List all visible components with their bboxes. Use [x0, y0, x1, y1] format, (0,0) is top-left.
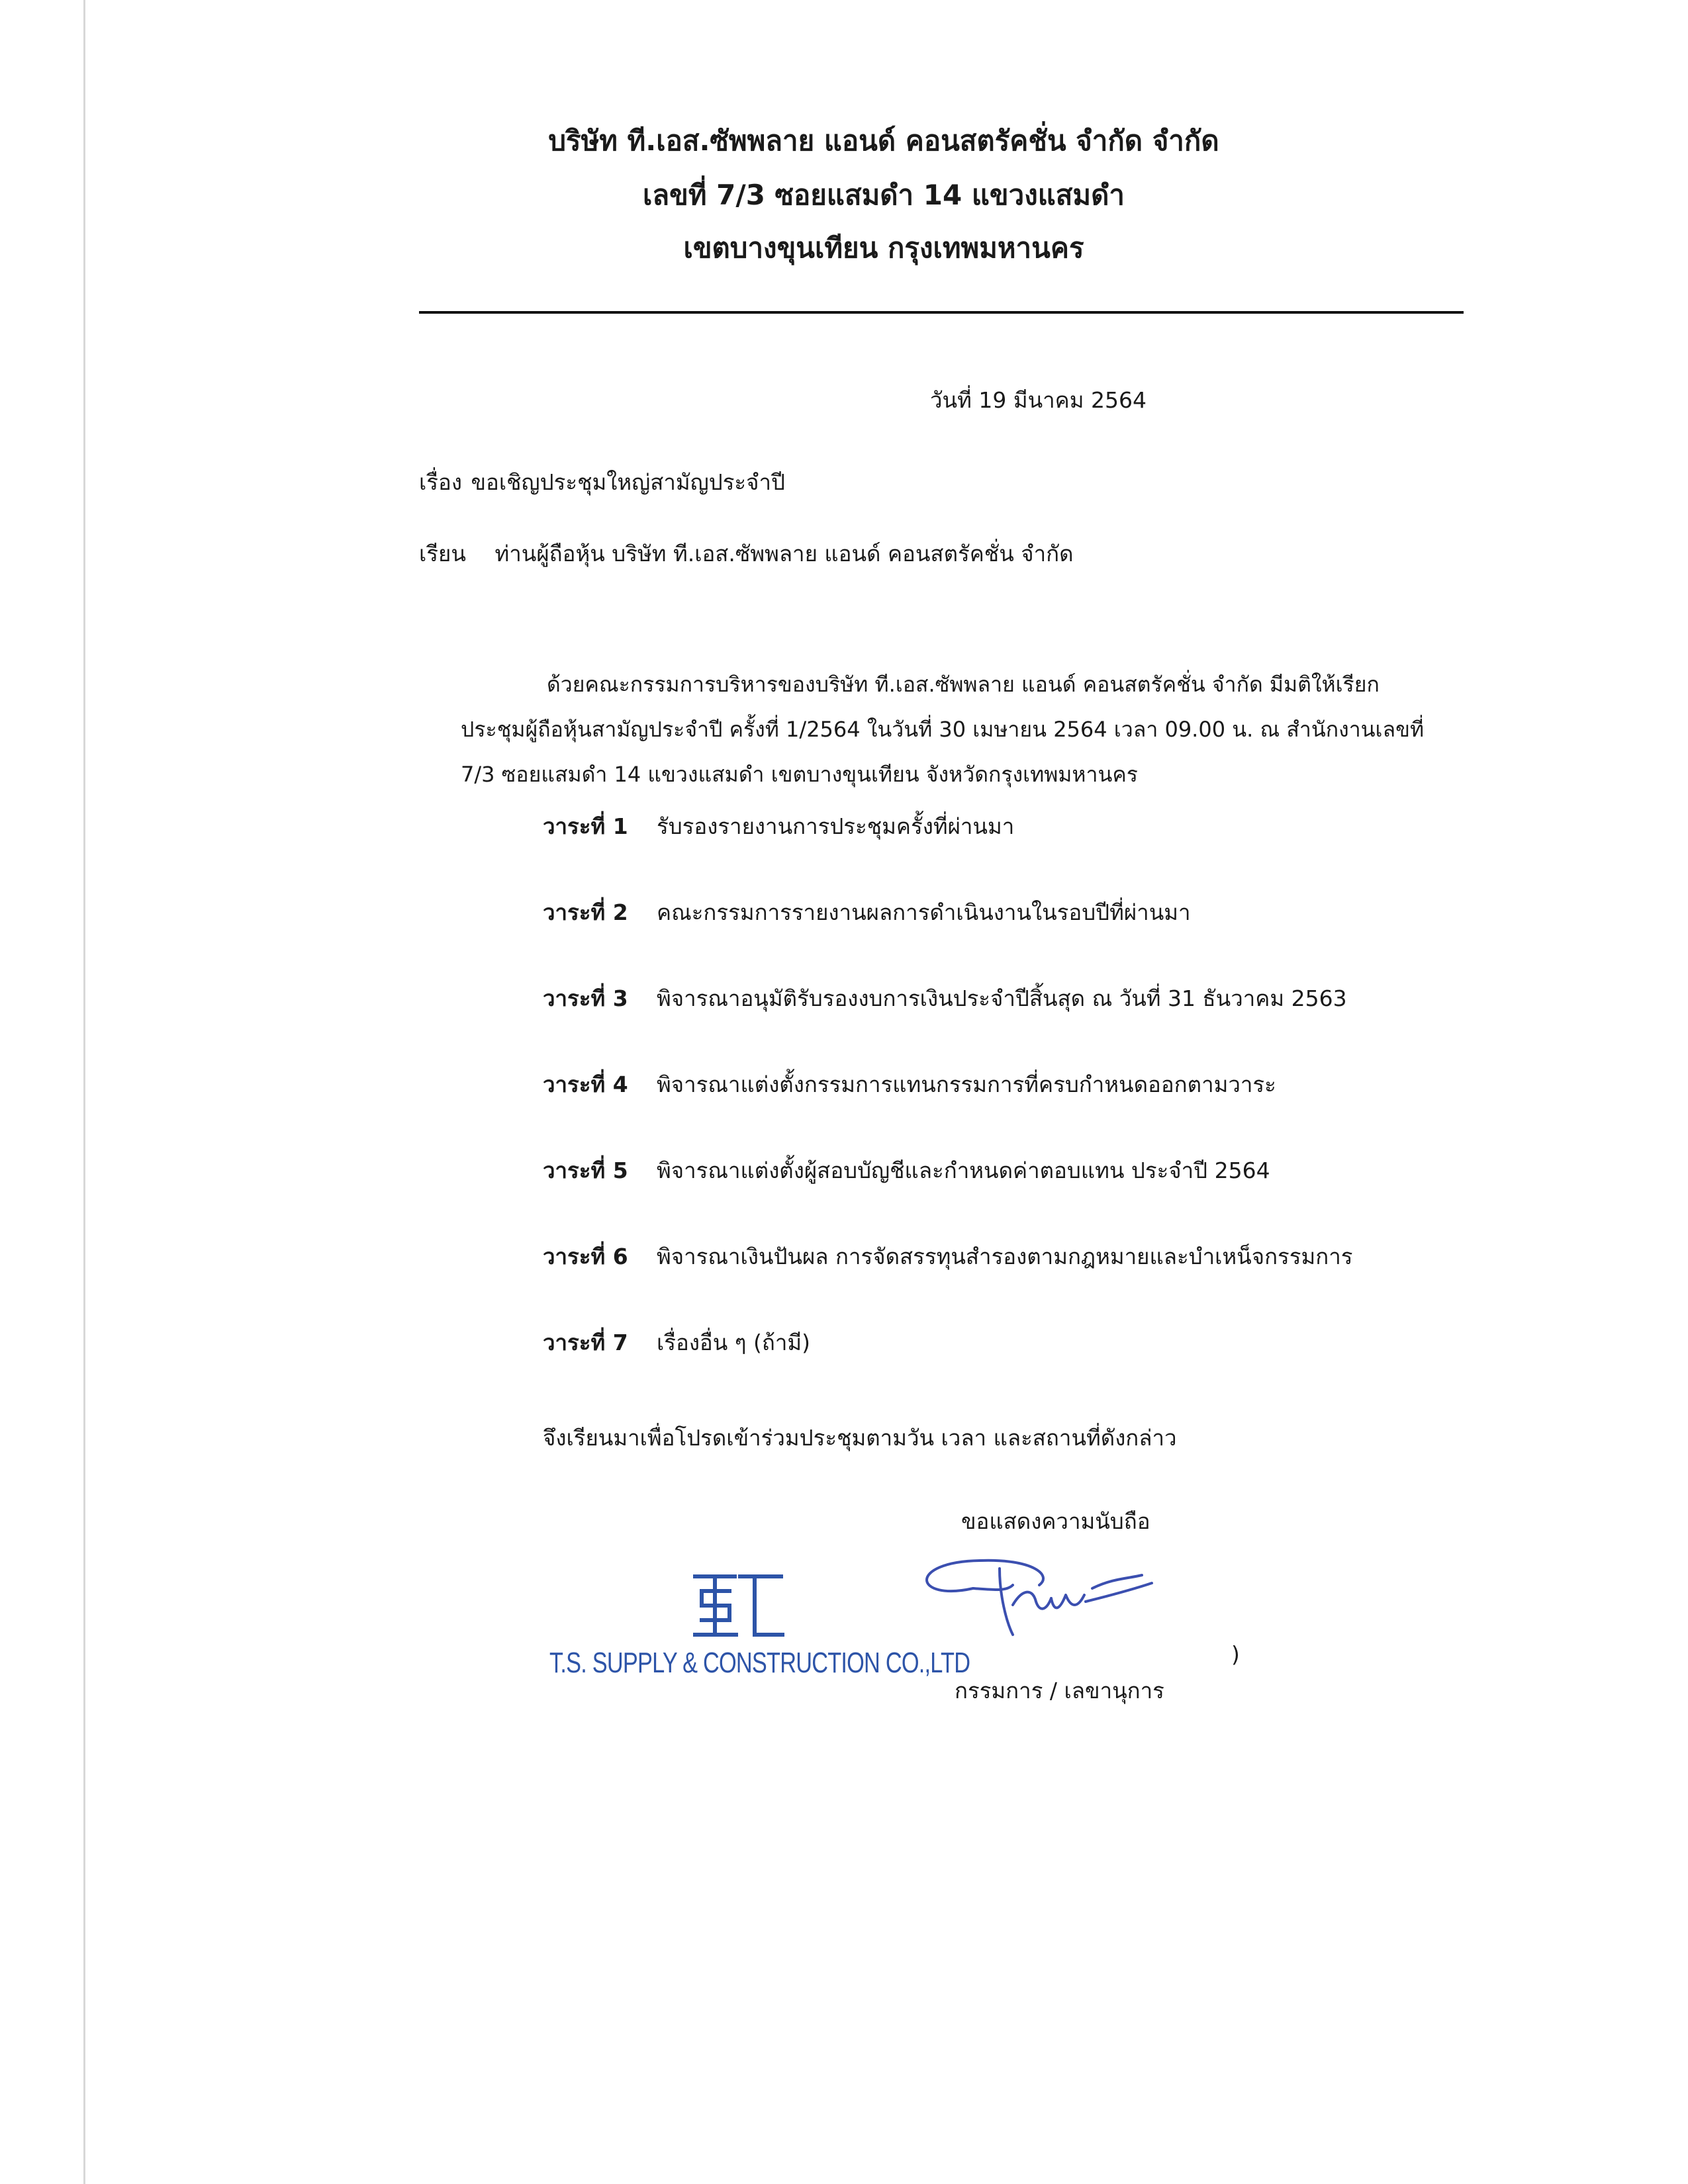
company-logo-icon [688, 1569, 788, 1641]
agenda-list [543, 809, 1353, 1411]
subject-text: ขอเชิญประชุมใหญ่สามัญประจำปี [471, 469, 785, 495]
subject-label: เรื่อง [419, 469, 462, 495]
body-line: ด้วยคณะกรรมการบริหารของบริษัท ที.เอส.ซัพพลาย แอนด์ คอนสตรัคชั่น จำกัด มีมติให้เรียก [547, 672, 1380, 697]
body-line: ประชุมผู้ถือหุ้นสามัญประจำปี ครั้งที่ 1/2564 ในวันที่ 30 เมษายน 2564 เวลา 09.00 น. ณ สำนักงานเลขที่ [461, 717, 1425, 742]
agenda-item [543, 1067, 1353, 1153]
scan-edge [83, 0, 85, 2184]
company-stamp-text: T.S. SUPPLY & CONSTRUCTION CO.,LTD [549, 1647, 970, 1679]
signature-icon [900, 1549, 1165, 1661]
agenda-label: วาระที่ 2 [543, 899, 628, 925]
agenda-label: วาระที่ 7 [543, 1330, 628, 1355]
closing-line: จึงเรียนมาเพื่อโปรดเข้าร่วมประชุมตามวัน เวลา และสถานที่ดังกล่าว [543, 1425, 1177, 1451]
letterhead-address-line: เลขที่ 7/3 ซอยแสมดำ 14 แขวงแสมดำ [643, 179, 1125, 211]
letterhead-divider [419, 311, 1464, 314]
agenda-text: พิจารณาอนุมัติรับรองงบการเงินประจำปีสิ้นสุด ณ วันที่ 31 ธันวาคม 2563 [657, 985, 1347, 1011]
agenda-item [543, 1239, 1353, 1325]
regards-line: ขอแสดงความนับถือ [961, 1508, 1150, 1534]
recipient-line [419, 536, 1074, 571]
agenda-item [543, 809, 1353, 895]
agenda-item [543, 895, 1353, 981]
agenda-text: คณะกรรมการรายงานผลการดำเนินงานในรอบปีที่ผ่านมา [657, 899, 1191, 925]
agenda-label: วาระที่ 4 [543, 1071, 628, 1097]
body-paragraph [461, 662, 1467, 797]
agenda-text: พิจารณาเงินปันผล การจัดสรรทุนสำรองตามกฎหมายและบำเหน็จกรรมการ [657, 1244, 1353, 1269]
letterhead-district-line: เขตบางขุนเทียน กรุงเทพมหานคร [683, 232, 1084, 264]
agenda-label: วาระที่ 5 [543, 1158, 628, 1183]
letter-date: วันที่ 19 มีนาคม 2564 [930, 387, 1147, 413]
subject-line [419, 465, 785, 500]
letterhead-company-name: บริษัท ที.เอส.ซัพพลาย แอนด์ คอนสตรัคชั่น จำกัด จำกัด [548, 124, 1219, 157]
agenda-label: วาระที่ 1 [543, 813, 628, 839]
closing-parenthesis: ) [1231, 1641, 1240, 1667]
agenda-text: พิจารณาแต่งตั้งผู้สอบบัญชีและกำหนดค่าตอบแทน ประจำปี 2564 [657, 1158, 1270, 1183]
agenda-item [543, 981, 1353, 1067]
agenda-item [543, 1153, 1353, 1239]
agenda-text: เรื่องอื่น ๆ (ถ้ามี) [657, 1330, 811, 1355]
body-line: 7/3 ซอยแสมดำ 14 แขวงแสมดำ เขตบางขุนเทียน จังหวัดกรุงเทพมหานคร [461, 762, 1138, 787]
company-stamp [549, 1569, 970, 1688]
signer-title: กรรมการ / เลขานุการ [955, 1678, 1164, 1704]
agenda-text: พิจารณาแต่งตั้งกรรมการแทนกรรมการที่ครบกำหนดออกตามวาระ [657, 1071, 1276, 1097]
agenda-item [543, 1325, 1353, 1411]
agenda-label: วาระที่ 3 [543, 985, 628, 1011]
agenda-label: วาระที่ 6 [543, 1244, 628, 1269]
recipient-label: เรียน [419, 541, 466, 567]
agenda-text: รับรองรายงานการประชุมครั้งที่ผ่านมา [657, 813, 1015, 839]
recipient-text: ท่านผู้ถือหุ้น บริษัท ที.เอส.ซัพพลาย แอนด์ คอนสตรัคชั่น จำกัด [494, 541, 1074, 567]
